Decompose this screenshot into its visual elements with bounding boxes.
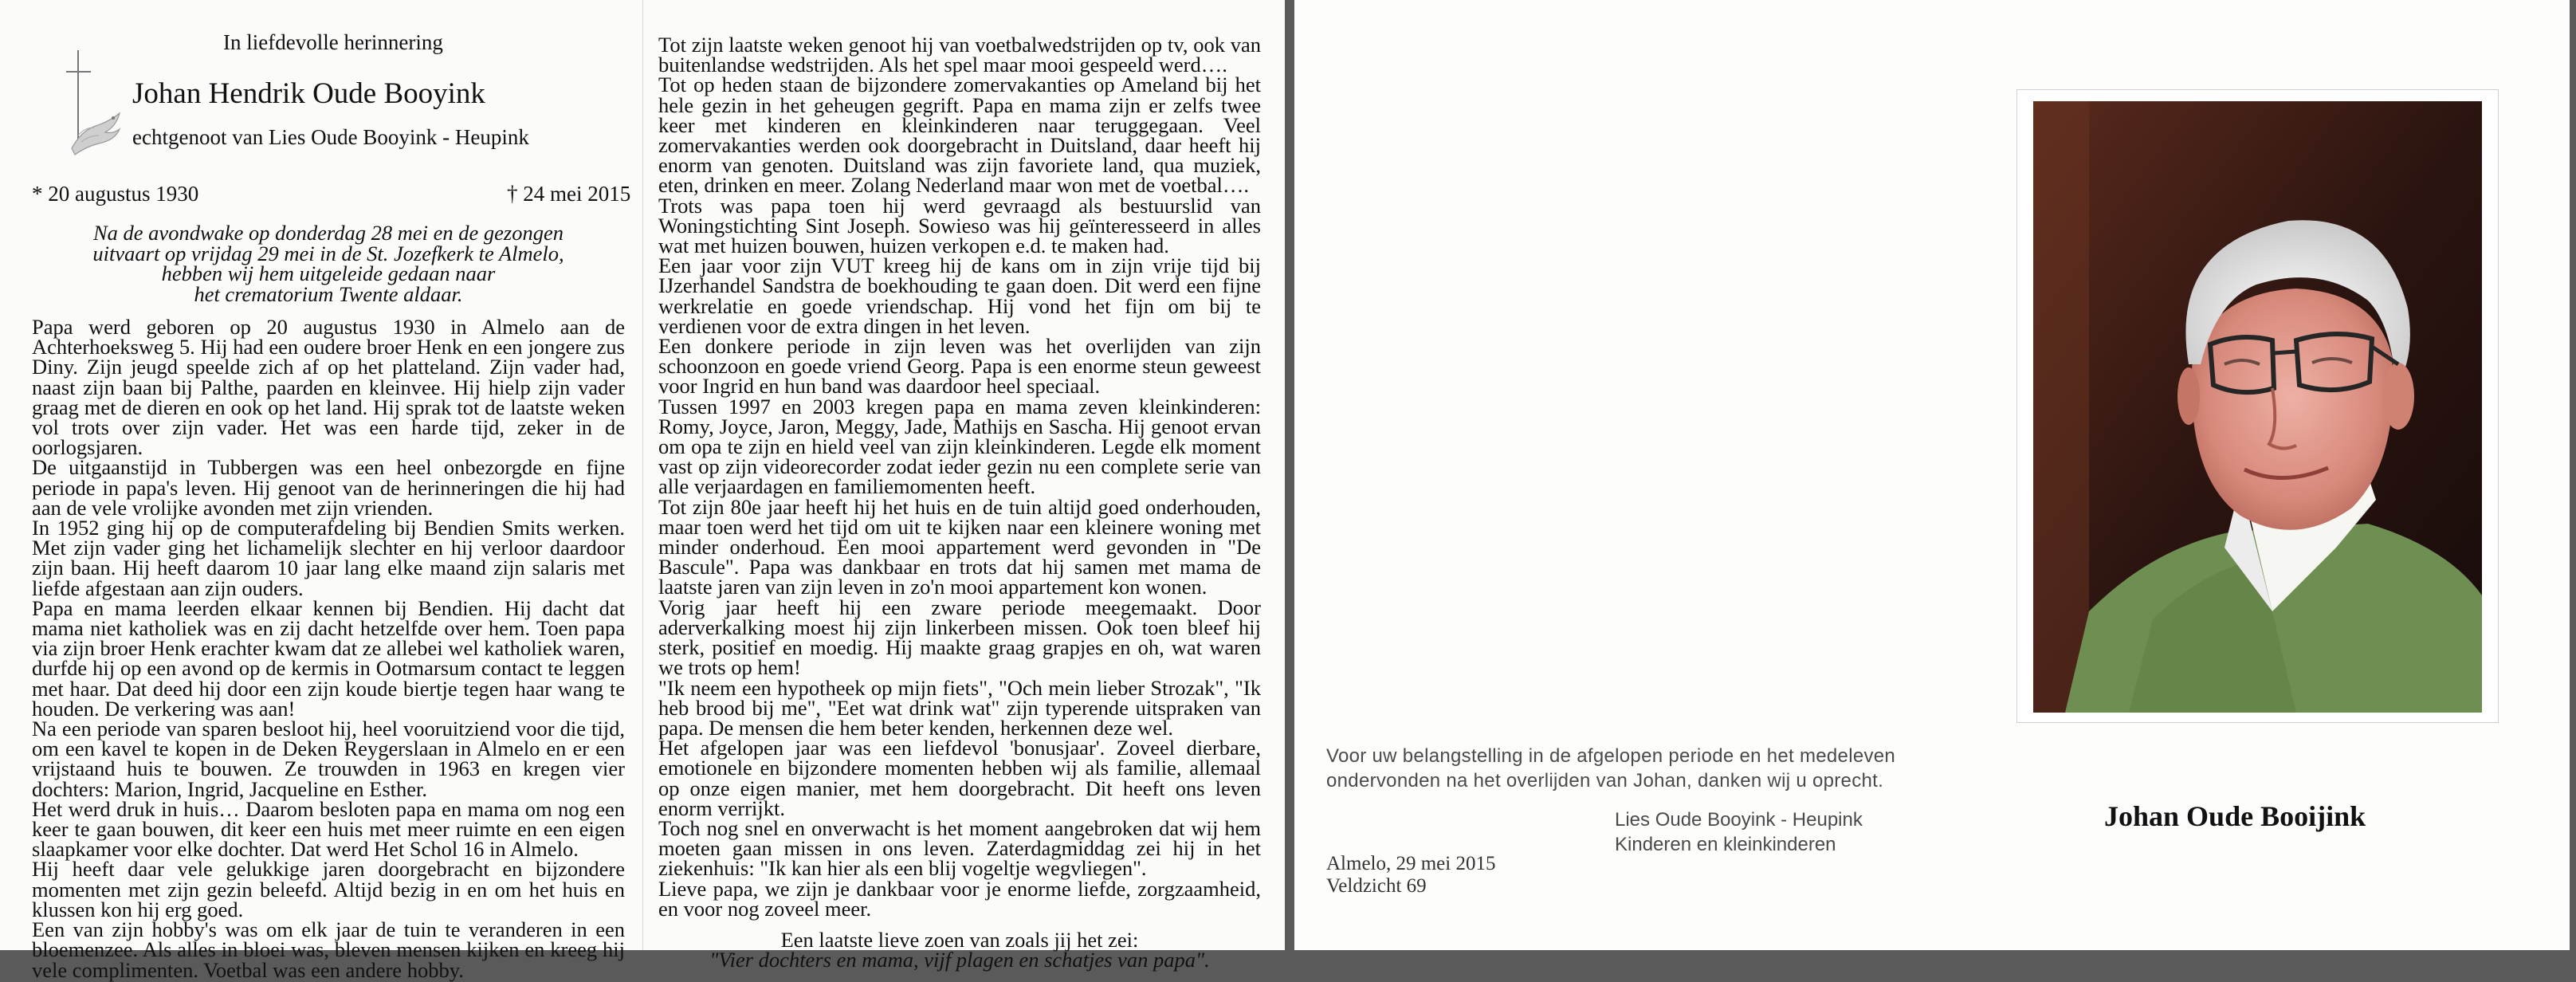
last-kiss-quote: "Vier dochters en mama, vijf plagen en schatjes van papa". xyxy=(709,948,1210,972)
family-signature xyxy=(1615,807,1863,857)
service-line: hebben wij hem uitgeleide gedaan naar xyxy=(161,261,496,285)
bio-paragraph: Papa en mama leerden elkaar kennen bij Bendien. Hij dacht dat mama niet katholiek was en zij dacht hetzelfde over hem. Toen papa via zijn broer Henk erachter kwam dat ze allebei wel katholiek waren, durfde hij op een avond op de kermis in Ootmarsum contact te leggen met haar. Dat deed hij door een zijn koude biertje tegen haar wang te houden. De verkering was aan! xyxy=(32,595,625,721)
card-name: Johan Oude Booijink xyxy=(2104,800,2366,832)
bio-paragraph: Het werd druk in huis… Daarom besloten papa en mama om nog een keer te gaan bouwen, dit keer een huis met meer ruimte en een eigen slaapkamer voor elke dochter. Dat werd Het Schol 16 in Almelo. xyxy=(32,796,625,862)
card-inside-left xyxy=(0,0,1285,982)
bio-paragraph: Trots was papa toen hij werd gevraagd als bestuurslid van Woningstichting Sint Joseph. Sowieso was hij geïnteresseerd in alles wat met huizen bouwen, huizen verkopen e.d. te maken had. xyxy=(658,193,1261,258)
portrait-illustration xyxy=(2033,101,2482,713)
biography-column-1 xyxy=(32,317,625,980)
place-and-address xyxy=(1326,853,1495,898)
bio-paragraph: Na een periode van sparen besloot hij, heel vooruitziend voor die tijd, om een kavel te kopen in de Deken Reygerslaan in Almelo en er een vrijstaand huis te bouwen. Ze trouwden in 1963 en kregen vier dochters: Marion, Ingrid, Jacqueline en Esther. xyxy=(32,717,625,801)
memorial-header: In liefdevolle herinnering xyxy=(223,30,443,54)
thanks-line: Voor uw belangstelling in de afgelopen periode en het medeleven xyxy=(1326,745,1896,767)
bio-paragraph: Het afgelopen jaar was een liefdevol 'bonusjaar'. Zoveel dierbare, emotionele en bijzondere momenten hebben wij als familie, allemaal op onze eigen manier, met hem doorgebracht. Dit heeft ons leven enorm verrijkt. xyxy=(658,736,1261,820)
card-fold-line xyxy=(642,0,643,950)
bio-paragraph: De uitgaanstijd in Tubbergen was een heel onbezorgde en fijne periode in papa's leven. Hij genoot van de herinneringen die hij had aan de vele vrolijke avonden met zijn vrienden. xyxy=(32,455,625,520)
bio-paragraph: Tot op heden staan de bijzondere zomervakanties op Ameland bij het hele gezin in het geheugen gegrift. Papa en mama zijn er zelfs twee keer met kinderen en kleinkinderen naar teruggegaan. Veel zomervakanties werden ook doorgebracht in Duitsland, daar heeft hij enorm van genoten. Duitsland was zijn favoriete land, qua muziek, eten, drinken en meer. Zolang Nederland maar won met de voetbal…. xyxy=(658,73,1261,198)
bio-paragraph: "Ik neem een hypotheek op mijn fiets", "Och mein lieber Strozak", "Ik heb brood bij me", "Eet wat drink wat" zijn typerende uitspraken van papa. De mensen die hem beter kenden, herkennen deze wel. xyxy=(658,675,1261,740)
bio-paragraph: Tussen 1997 en 2003 kregen papa en mama zeven kleinkinderen: Romy, Joyce, Jaron, Meggy, Jade, Mathijs en Sascha. Hij genoot ervan om opa te zijn en hield veel van zijn kleinkinderen. Legde elk moment vast op zijn videorecorder zodat ieder gezin nu een complete serie van alle verjaardagen en familiemomenten heeft. xyxy=(658,394,1261,499)
place-date: Almelo, 29 mei 2015 xyxy=(1326,853,1496,874)
family-line: Kinderen en kleinkinderen xyxy=(1615,834,1836,855)
bio-paragraph: Een van zijn hobby's was om elk jaar de tuin te veranderen in een bloemenzee. Als alles in bloei was, bleven mensen kijken en kreeg hij vele complimenten. Voetbal was een andere hobby. xyxy=(32,917,625,982)
portrait-photo xyxy=(2033,101,2482,713)
service-line: uitvaart op vrijdag 29 mei in de St. Jozefkerk te Almelo, xyxy=(92,241,564,265)
deceased-name: Johan Hendrik Oude Booyink xyxy=(132,77,485,110)
bio-paragraph: In 1952 ging hij op de computerafdeling bij Bendien Smits werken. Met zijn vader ging het lichamelijk slechter en hij verloor daardoor zijn baan. Hij heeft daarom 10 jaar lang elke maand zijn salaris met liefde afgestaan aan zijn ouders. xyxy=(32,516,625,600)
thanks-line: ondervonden na het overlijden van Johan, danken wij u oprecht. xyxy=(1326,770,1884,791)
address: Veldzicht 69 xyxy=(1326,875,1427,897)
family-line: Lies Oude Booyink - Heupink xyxy=(1615,809,1863,831)
service-notice xyxy=(32,223,625,304)
portrait-frame xyxy=(2016,89,2499,723)
service-line: Na de avondwake op donderdag 28 mei en de gezongen xyxy=(93,221,564,245)
biography-column-2 xyxy=(658,35,1261,970)
bio-paragraph: Een donkere periode in zijn leven was het overlijden van zijn schoonzoon en goede vriend Georg. Papa is een enorme steun geweest voor Ingrid en hun band was daardoor heel speciaal. xyxy=(658,334,1261,399)
bio-paragraph: Een jaar voor zijn VUT kreeg hij de kans om in zijn vrije tijd bij IJzerhandel Sandstra de boekhouding te gaan doen. Dit werd een fijne werkrelatie en goede vriendschap. Hij vond het fijn om bij te verdienen voor de extra dingen in het leven. xyxy=(658,253,1261,338)
birth-date: * 20 augustus 1930 xyxy=(32,182,199,206)
bio-paragraph: Vorig jaar heeft hij een zware periode meegemaakt. Door aderverkalking moest hij zijn linkerbeen missen. Ook toen bleef hij sterk, positief en moedig. Hij maakte graag grapjes en oh, wat waren we trots op hem! xyxy=(658,595,1261,680)
cross-dove-icon xyxy=(64,46,135,170)
thanks-message xyxy=(1326,744,1895,793)
bio-paragraph: Tot zijn laatste weken genoot hij van voetbalwedstrijden op tv, ook van buitenlandse wedstrijden. Als het spel maar mooi gespeeld werd…. xyxy=(658,33,1261,77)
bio-paragraph: Papa werd geboren op 20 augustus 1930 in Almelo aan de Achterhoeksweg 5. Hij had een oudere broer Henk en een jongere zus Diny. Zijn jeugd speelde zich af op het platteland. Zijn vader had, naast zijn baan bij Palthe, paarden en kleinvee. Hij hielp zijn vader graag met de dieren en ook op het land. Hij sprak tot de laatste weken vol trots over zijn vader. Het was een harde tijd, zeker in de oorlogsjaren. xyxy=(32,315,625,460)
bio-paragraph: Hij heeft daar vele gelukkige jaren doorgebracht en bijzondere momenten met zijn gezin beleefd. Altijd bezig in en om het huis en klussen kon hij erg goed. xyxy=(32,857,625,921)
bio-paragraph: Toch nog snel en onverwacht is het moment aangebroken dat wij hem moeten gaan missen in ons leven. Zaterdagmiddag zei hij in het ziekenhuis: "Ik kan hier als een blij vogeltje wegvliegen". xyxy=(658,815,1261,881)
death-date: † 24 mei 2015 xyxy=(507,182,631,206)
bio-paragraph: Lieve papa, we zijn je dankbaar voor je enorme liefde, zorgzaamheid, en voor nog zoveel meer. xyxy=(658,876,1261,921)
last-kiss-intro: Een laatste lieve zoen van zoals jij het zei: xyxy=(780,927,1139,952)
card-inside-right xyxy=(1294,0,2570,950)
bio-paragraph: Tot zijn 80e jaar heeft hij het huis en de tuin altijd goed onderhouden, maar toen werd het tijd om uit te kijken naar een kleinere woning met minder onderhoud. Een mooi appartement werd gevonden in "De Bascule". Papa was dankbaar en trots dat hij samen met mama de laatste jaren van zijn leven in zo'n mooi appartement kon wonen. xyxy=(658,494,1261,599)
service-line: het crematorium Twente aldaar. xyxy=(194,281,463,306)
spouse-line: echtgenoot van Lies Oude Booyink - Heupink xyxy=(132,125,529,149)
